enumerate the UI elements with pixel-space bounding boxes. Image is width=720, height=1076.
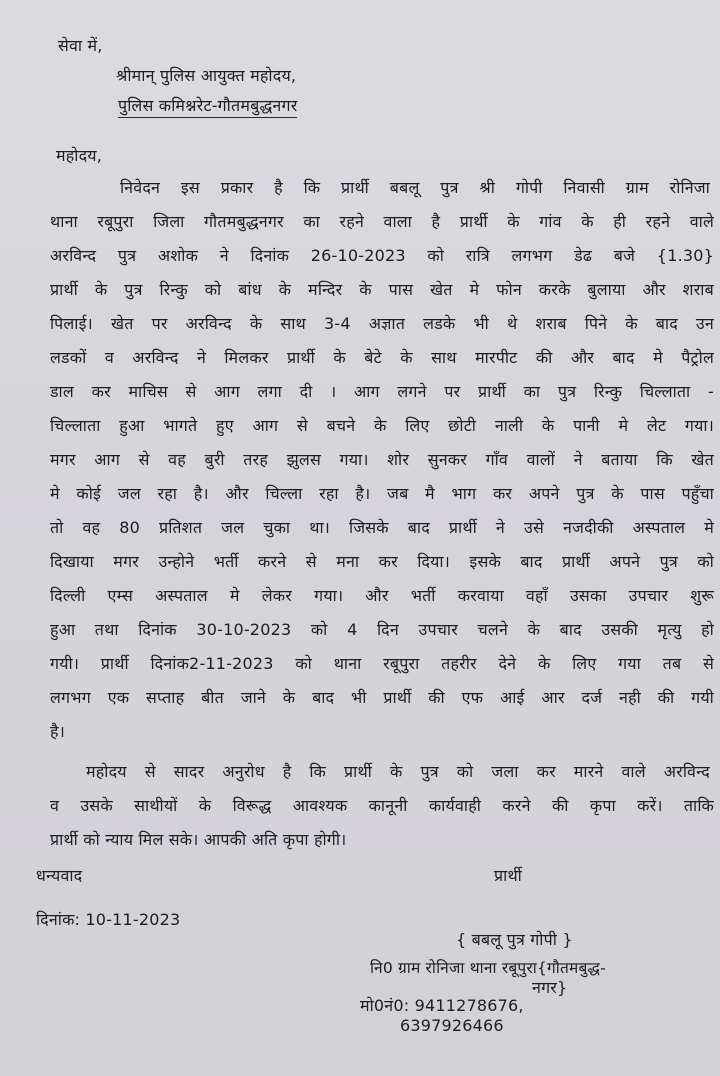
letter-salutation: सेवा में, [58,36,103,55]
body-line: पिलाई। खेत पर अरविन्द के साथ 3-4 अज्ञात लडके भी थे शराब पिने के बाद उन [50,314,714,333]
body-line: लडकों व अरविन्द ने मिलकर प्रार्थी के बेटे के साथ मारपीट की और बाद मे पैट्रोल [50,348,714,367]
body-line: मगर आग से वह बुरी तरह झुलस गया। शोर सुनकर गाँव वालों ने बताया कि खेत [50,450,714,469]
body-line: डाल कर माचिस से आग लगा दी । आग लगने पर प्रार्थी का पुत्र रिन्कु चिल्लाता - [50,382,714,401]
signature-mobile-line-1: मो0नं0: 9411278676, [360,996,524,1015]
body-line: लगभग एक सप्ताह बीत जाने के बाद भी प्रार्थी की एफ आई आर दर्ज नही की गयी [50,688,714,707]
request-line: महोदय से सादर अनुरोध है कि प्रार्थी के पुत्र को जला कर मारने वाले अरविन्द [86,762,710,781]
body-line: निवेदन इस प्रकार है कि प्रार्थी बबलू पुत्र श्री गोपी निवासी ग्राम रोनिजा [120,178,710,197]
body-line: है। [50,722,65,741]
thanks-text: धन्यवाद [36,866,83,885]
signature-mobile-line-2: 6397926466 [400,1016,504,1035]
body-line: गयी। प्रार्थी दिनांक2-11-2023 को थाना रबूपुरा तहरीर देने के लिए गया तब से [50,654,714,673]
body-line: दिल्ली एम्स अस्पताल मे लेकर गया। और भर्ती करवाया वहाँ उसका उपचार शुरू [50,586,714,605]
recipient-line-1: श्रीमान् पुलिस आयुक्त महोदय, [116,66,297,85]
body-line: चिल्लाता हुआ भागते हुए आग से बचने के लिए छोटी नाली के पानी मे लेट गया। [50,416,714,435]
body-line: थाना रबूपुरा जिला गौतमबुद्धनगर का रहने वाला है प्रार्थी के गांव के ही रहने वाले [50,212,714,231]
signature-address-line-2: नगर} [532,978,568,997]
signature-name: { बबलू पुत्र गोपी } [456,930,573,949]
applicant-label: प्रार्थी [494,866,523,885]
request-line: प्रार्थी को न्याय मिल सके। आपकी अति कृपा होगी। [50,830,347,849]
greeting: महोदय, [56,146,103,165]
body-line: हुआ तथा दिनांक 30-10-2023 को 4 दिन उपचार चलने के बाद उसकी मृत्यु हो [50,620,714,639]
letter-date: दिनांक: 10-11-2023 [36,910,181,929]
body-line: दिखाया मगर उन्होने भर्ती करने से मना कर दिया। इसके बाद प्रार्थी अपने पुत्र को [50,552,714,571]
signature-address-line-1: नि0 ग्राम रोनिजा थाना रबूपुरा{गौतमबुद्ध- [370,959,606,977]
body-line: तो वह 80 प्रतिशत जल चुका था। जिसके बाद प्रार्थी ने उसे नजदीकी अस्पताल मे [50,518,714,537]
request-line: व उसके साथीयों के विरूद्ध आवश्यक कानूनी कार्यवाही करने की कृपा करें। ताकि [50,796,714,815]
recipient-line-2: पुलिस कमिश्नरेट-गौतमबुद्धनगर [118,96,297,118]
body-line: अरविन्द पुत्र अशोक ने दिनांक 26-10-2023 को रात्रि लगभग डेढ बजे {1.30} [50,246,714,265]
body-line: प्रार्थी के पुत्र रिन्कु को बांध के मन्दिर के पास खेत मे फोन करके बुलाया और शराब [50,280,714,299]
body-line: मे कोई जल रहा है। और चिल्ला रहा है। जब मै भाग कर अपने पुत्र के पास पहुँचा [50,484,714,503]
